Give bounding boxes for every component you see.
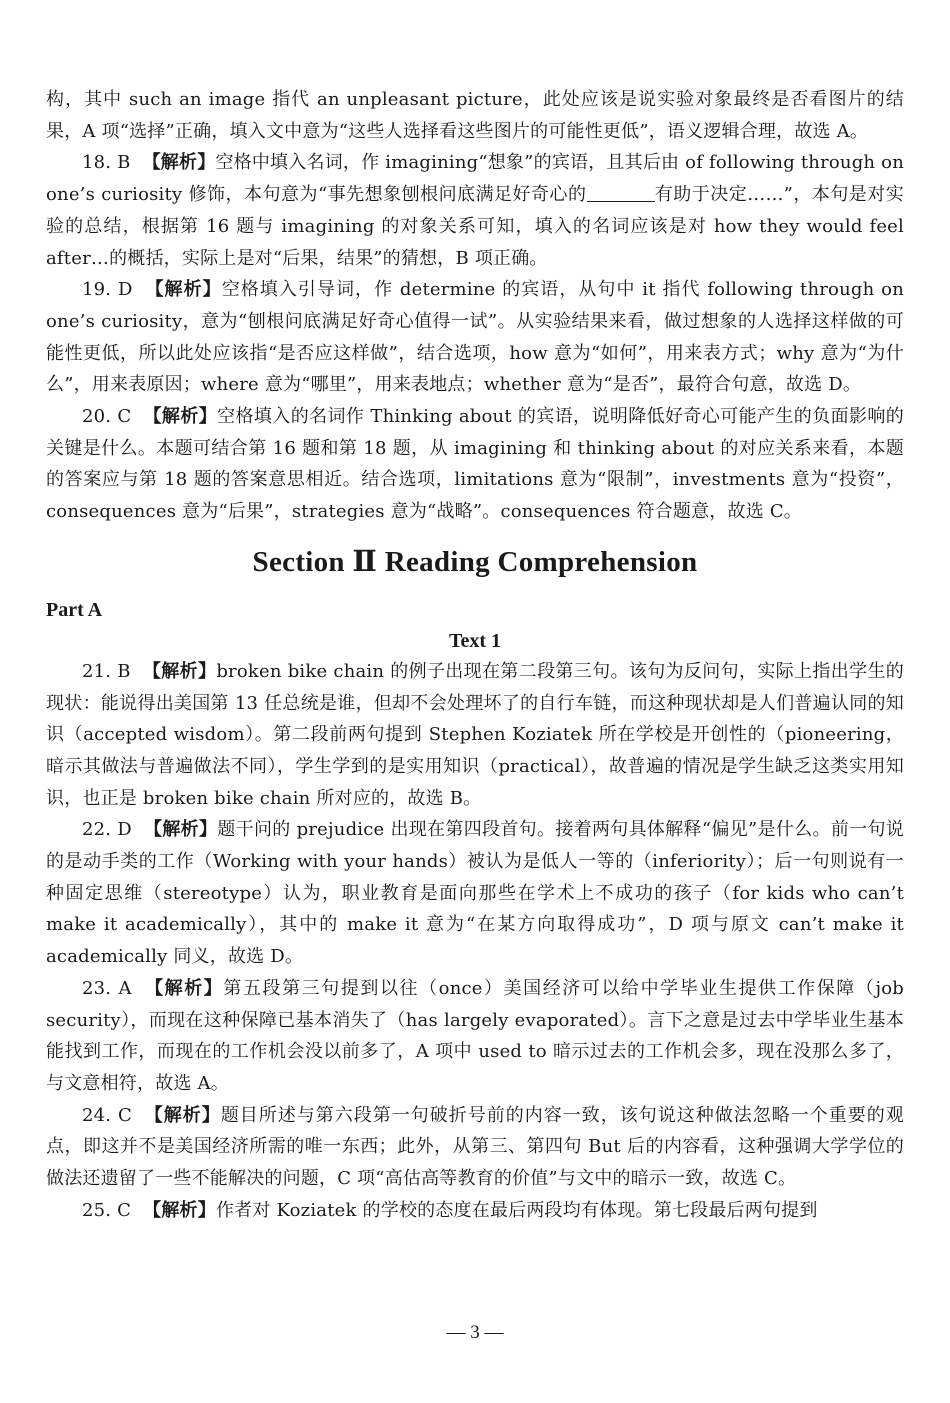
answer-explanation: 题目所述与第六段第一句破折号前的内容一致，该句说这种做法忽略一个重要的观点，即这并不是美国经济所需的唯一东西；此外，从第三、第四句 But 后的内容看，这种强调大学学位的做法还遗留了一些不能解决的问题，C 项“高估高等教育的价值”与文中的暗示一致，故选 C。 bbox=[46, 1104, 904, 1190]
answer-explanation-cont: 有助于决定……”，本句是对实验的总结，根据第 16 题与 imagining 的对象关系可知，填入的名词应该是对 how they would feel after…的概括，实际上是对“后果，结果”的猜想，B 项正确。 bbox=[46, 184, 904, 269]
fill-in-blank bbox=[587, 183, 655, 202]
analysis-tag: 【解析】 bbox=[143, 1104, 221, 1126]
answer-18 bbox=[46, 147, 904, 274]
answer-explanation: broken bike chain 的例子出现在第二段第三句。该句为反问句，实际上指出学生的现状：能说得出美国第 13 任总统是谁，但却不会处理坏了的自行车链，而这种现状却是人们普遍认同的知识（accepted wisdom）。第二段前两句提到 Stephen Koziatek 所在学校是开创性的（pioneering，暗示其做法与普遍做法不同），学生学到的是实用知识（practical），故普遍的情况是学生缺乏这类实用知识，也正是 broken bike chain 所对应的，故选 B。 bbox=[46, 660, 904, 809]
analysis-tag: 【解析】 bbox=[143, 406, 218, 428]
answer-25 bbox=[46, 1195, 904, 1227]
answer-number: 22. D bbox=[82, 819, 132, 841]
answer-explanation: 题干问的 prejudice 出现在第四段首句。接着两句具体解释“偏见”是什么。前一句说的是动手类的工作（Working with your hands）被认为是低人一等的（inferiority）；后一句则说有一种固定思维（stereotype）认为，职业教育是面向那些在学术上不成功的孩子（for kids who can’t make it academically），其中的 make it 意为“在某方向取得成功”，D 项与原文 can’t make it academically 同义，故选 D。 bbox=[46, 819, 904, 968]
analysis-tag: 【解析】 bbox=[142, 660, 217, 682]
part-title: Part A bbox=[46, 598, 103, 621]
answer-23 bbox=[46, 973, 904, 1100]
page-number: — 3 — bbox=[446, 1322, 504, 1343]
answer-20 bbox=[46, 401, 904, 528]
text-title: Text 1 bbox=[448, 629, 502, 652]
answer-explanation: 作者对 Koziatek 的学校的态度在最后两段均有体现。第七段最后两句提到 bbox=[215, 1199, 818, 1221]
answer-number: 21. B bbox=[82, 660, 131, 682]
answer-24 bbox=[46, 1100, 904, 1195]
answer-number: 23. A bbox=[82, 977, 132, 999]
answer-explanation: 第五段第三句提到以往（once）美国经济可以给中学毕业生提供工作保障（job security），而现在这种保障已基本消失了（has largely evaporated）。言下之意是过去中学毕业生基本能找到工作，而现在的工作机会没以前多了，A 项中 used to 暗示过去的工作机会多，现在没那么多了，与文意相符，故选 A。 bbox=[46, 977, 904, 1094]
answer-number: 19. D bbox=[82, 279, 133, 301]
answer-22 bbox=[46, 814, 904, 973]
analysis-tag: 【解析】 bbox=[143, 1199, 216, 1221]
analysis-tag: 【解析】 bbox=[143, 819, 218, 841]
answer-explanation: 空格填入引导词，作 determine 的宾语，从句中 it 指代 following through on one’s curiosity，意为“刨根问底满足好奇心值得一试”。从实验结果来看，做过想象的人选择这样做的可能性更低，所以此处应该指“是否应这样做”，结合选项，how 意为“如何”，用来表方式；why 意为“为什么”，用来表原因；where 意为“哪里”，用来表地点；whether 意为“是否”，最符合句意，故选 D。 bbox=[46, 279, 904, 396]
answer-number: 20. C bbox=[82, 406, 132, 428]
answer-number: 25. C bbox=[82, 1199, 132, 1221]
answer-explanation: 空格填入的名词作 Thinking about 的宾语，说明降低好奇心可能产生的负面影响的关键是什么。本题可结合第 16 题和第 18 题，从 imagining 和 thinking about 的对应关系来看，本题的答案应与第 18 题的答案意思相近。结合选项，limitations 意为“限制”，investments 意为“投资”，consequences 意为“后果”，strategies 意为“战略”。consequences 符合题意，故选 C。 bbox=[46, 406, 904, 523]
analysis-tag: 【解析】 bbox=[143, 977, 224, 999]
answer-explanation: 空格中填入名词，作 imagining“想象”的宾语，且其后由 of following through on one’s curiosity 修饰，本句意为“事先想象刨根问底满足好奇心的 bbox=[46, 152, 904, 206]
analysis-tag: 【解析】 bbox=[142, 152, 216, 174]
answer-number: 24. C bbox=[82, 1104, 132, 1126]
section-title: Section Ⅱ Reading Comprehension bbox=[252, 545, 698, 578]
answer-21 bbox=[46, 656, 904, 815]
page-body bbox=[46, 84, 904, 1227]
answer-19 bbox=[46, 274, 904, 401]
analysis-tag: 【解析】 bbox=[144, 279, 222, 301]
continuation-paragraph: 构，其中 such an image 指代 an unpleasant picture，此处应该是说实验对象最终是否看图片的结果，A 项“选择”正确，填入文中意为“这些人选择看这些图片的可能性更低”，语义逻辑合理，故选 A。 bbox=[46, 89, 904, 142]
answer-number: 18. B bbox=[82, 152, 131, 174]
